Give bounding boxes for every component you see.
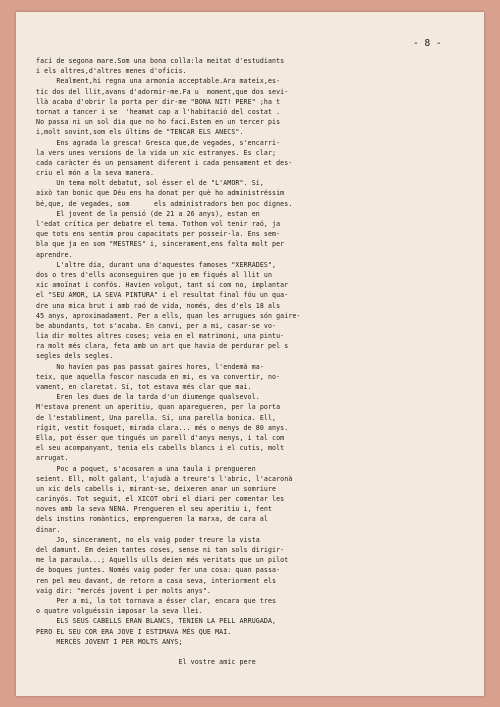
- text-line: vament, en claretat. Sí, tot estava més clar que mai.: [36, 383, 252, 391]
- text-line: que tots ens sentim prou capacitats per posseir-la. Ens sem-: [36, 230, 281, 239]
- text-line: llà acaba d'obrir la porta per dir-me "BONA NIT! PERE" ;ha t: [36, 97, 281, 106]
- text-line: tic dos del llit,avans d'adormir-me.Fa u moment,que dos sevi-: [36, 87, 289, 96]
- text-line: criu el món a la seva manera.: [36, 169, 155, 178]
- text-line: aprendre.: [36, 250, 73, 259]
- text-line: [36, 647, 486, 657]
- text-line: El jovent de la pensió (de 21 a 26 anys), estan en: [36, 209, 260, 218]
- text-line: ra molt més clara, feta amb un art que havia de perdurar pel s: [36, 342, 289, 351]
- text-line: Jo, sincerament, no els vaig poder treure la vista: [36, 535, 260, 544]
- text-line: la vers unes versions de la vida un xic estranyes. Es clar;: [36, 148, 277, 157]
- text-line: El vostre amic pere: [36, 658, 256, 667]
- text-line: xic amoïnat i confós. Havien volgut, tant sí com no, implantar: [36, 281, 289, 290]
- text-line: això tan bonic que Déu ens ha donat per què ho administréssim: [36, 189, 285, 198]
- document-page: [16, 12, 484, 696]
- text-line: lia dir moltes altres coses; veia en el matrimoni, una pintu-: [36, 332, 285, 341]
- text-line: vaig dir: "mercés jovent i per molts anys".: [36, 586, 211, 595]
- text-line: L'altre dia, durant una d'aquestes famoses "XERRADES",: [36, 260, 277, 269]
- text-line: bé,que, de vegades, som els administradors ben poc dignes.: [36, 199, 293, 208]
- text-line: o quatre volguéssin imposar la seva llei.: [36, 607, 203, 616]
- text-line: 45 anys, aproximadament. Per a ells, quan les arrugues són gaire-: [36, 311, 301, 320]
- text-line: Per a mi, la tot tornava a ésser clar, encara que tres: [36, 596, 277, 605]
- text-line: No havien pas pas passat gaires hores, l'endemà ma-: [36, 362, 264, 371]
- text-line: cada caràcter és un pensament diferent i cada pensament et des-: [36, 158, 293, 167]
- text-line: dinar.: [36, 525, 61, 534]
- text-line: Ens agrada la gresca! Gresca que,de vegades, s'encarri-: [36, 138, 281, 147]
- text-line: Ella, pot ésser que tingués un parell d'anys menys, i tal com: [36, 433, 285, 442]
- text-line: Poc a poquet, s'acosaren a una taula i prengueren: [36, 464, 256, 473]
- text-line: segles dels segles.: [36, 352, 114, 361]
- text-line: i els altres,d'altres menes d'oficis.: [36, 67, 187, 76]
- text-line: arrugat.: [36, 454, 69, 463]
- text-line: bla que ja en som "MESTRES" i, sincerament,ens falta molt per: [36, 240, 285, 249]
- text-line: rígit, vestit fosquet, mirada clara... més o menys de 80 anys.: [36, 423, 289, 432]
- text-line: i,molt sovint,som els últims de "TENCAR ELS ANECS".: [36, 128, 244, 137]
- text-line: MERCÉS JOVENT I PER MOLTS ANYS;: [36, 637, 183, 646]
- text-line: l'edat crítica per debatre el tema. Tothom vol tenir raó, ja: [36, 220, 281, 228]
- text-line: dre una mica brut i amb raó de vida, només, des d'els 18 als: [36, 301, 281, 310]
- text-line: seient. Ell, molt galant, l'ajudà a treure's l'abric, l'acaronà: [36, 474, 293, 483]
- text-line: un xic dels cabells i, mirant-se, deixeren anar un somriure: [36, 484, 277, 493]
- text-line: dels instins romàntics, emprengueren la marxa, de cara al: [36, 515, 268, 524]
- text-line: be abundants, tot s'acaba. En canvi, per a mi, casar-se vo-: [36, 321, 277, 330]
- text-line: de boques juntes. Només vaig poder fer una cosa: quan passa-: [36, 566, 281, 575]
- text-line: el "SEU AMOR, LA SEVA PINTURA" i el resultat final fóu un qua-: [36, 291, 289, 300]
- text-line: ren pel meu davant, de retorn a casa seva, interiorment els: [36, 576, 277, 585]
- text-line: el seu acompanyant, tenia els cabells blancs i el cutis, molt: [36, 444, 285, 453]
- text-line: noves amb la seva NENA. Prengueren el seu aperitiu i, fent: [36, 505, 273, 514]
- text-line: ELS SEUS CABELLS ERAN BLANCS, TENIEN LA PELL ARRUGADA,: [36, 617, 277, 626]
- page-number: - 8 -: [413, 38, 442, 49]
- text-line: Eren les dues de la tarda d'un diumenge qualsevol.: [36, 393, 260, 402]
- text-line: me la paraula...; Aquells ulls deien més veritats que un pilot: [36, 556, 289, 565]
- text-line: Un tema molt debatut, sol ésser el de "L'AMOR". Sí,: [36, 179, 264, 188]
- text-line: teix, que aquella foscor nascuda en mi, es va convertir, no-: [36, 372, 281, 381]
- text-line: dos o tres d'ells aconseguiren que jo em fiqués al llit un: [36, 270, 273, 279]
- text-line: Realment,hi regna una armonia acceptable.Ara mateix,es-: [36, 77, 281, 86]
- text-line: M'estava prenent un aperitiu, quan aparegueren, per la porta: [36, 403, 281, 412]
- text-line: del damunt. Em deien tantes coses, sense ni tan sols dirigir-: [36, 546, 285, 554]
- text-line: No passa ni un sol dia que no ho faci.Estem en un tercer pis: [36, 118, 281, 127]
- typewritten-text: [36, 56, 486, 667]
- text-line: carinyós. Tot seguit, el XICOT obrí el diari per comentar les: [36, 495, 285, 504]
- text-line: PERO EL SEU COR ERA JOVE I ESTIMAVA MÉS QUE MAI.: [36, 627, 232, 636]
- text-line: faci de segona mare.Som una bona colla:la meitat d'estudiants: [36, 57, 285, 65]
- text-line: de l'establiment, Una parella. Sí, una parella bonica. Ell,: [36, 413, 277, 422]
- text-line: tornat a tancer i se 'heamat cap a l'habitació del costat .: [36, 107, 281, 116]
